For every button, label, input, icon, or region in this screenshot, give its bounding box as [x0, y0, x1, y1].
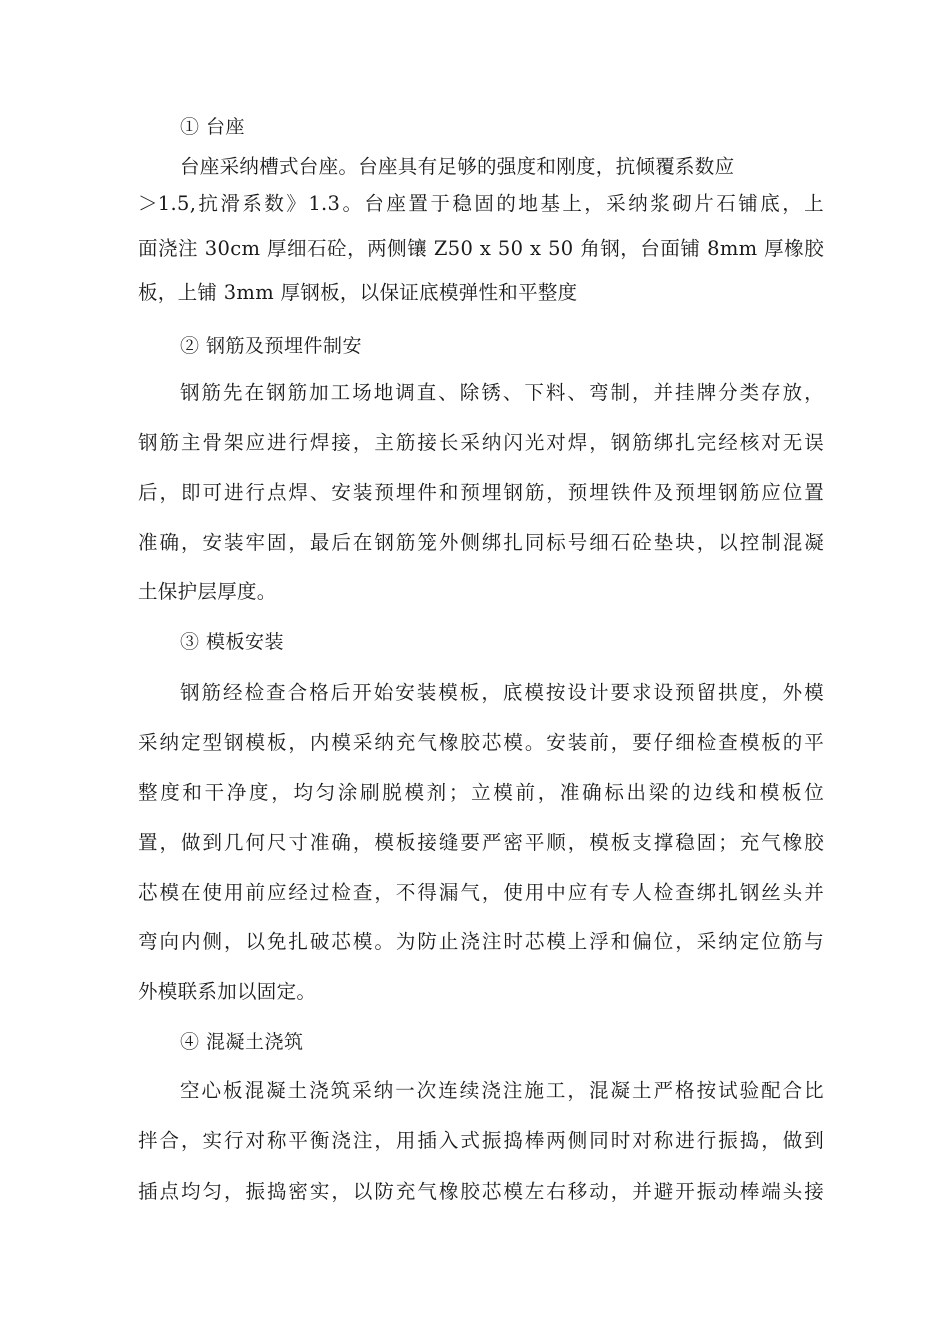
paragraph-line: 土保护层厚度。 [138, 580, 277, 603]
paragraph-line: 整度和干净度，均匀涂刷脱模剂；立模前，准确标出梁的边线和模板位 [138, 781, 824, 804]
paragraph-line: 钢筋先在钢筋加工场地调直、除锈、下料、弯制，并挂牌分类存放， [180, 381, 824, 404]
section-heading-rebar: ② 钢筋及预埋件制安 [180, 335, 363, 357]
section-heading-pedestal: ① 台座 [180, 116, 246, 138]
paragraph-line: 拌合，实行对称平衡浇注，用插入式振捣棒两侧同时对称进行振捣，做到 [138, 1129, 824, 1152]
paragraph-line: 面浇注 30cm 厚细石砼，两侧镶 Z50 x 50 x 50 角钢，台面铺 8mm 厚橡胶 [138, 237, 824, 260]
paragraph-line: 芯模在使用前应经过检查，不得漏气，使用中应有专人检查绑扎钢丝头并 [138, 881, 824, 904]
paragraph-line: 采纳定型钢模板，内模采纳充气橡胶芯模。安装前，要仔细检查模板的平 [138, 731, 824, 754]
paragraph-line: 空心板混凝土浇筑采纳一次连续浇注施工，混凝土严格按试验配合比 [180, 1079, 824, 1102]
section-heading-concrete-pouring: ④ 混凝土浇筑 [180, 1031, 304, 1053]
paragraph-line: 置，做到几何尺寸准确，模板接缝要严密平顺，模板支撑稳固；充气橡胶 [138, 831, 824, 854]
paragraph-line: 插点均匀，振捣密实，以防充气橡胶芯模左右移动，并避开振动棒端头接 [138, 1180, 824, 1203]
paragraph-line: 板，上铺 3mm 厚钢板，以保证底模弹性和平整度 [138, 281, 578, 304]
paragraph-line: 后，即可进行点焊、安装预埋件和预埋钢筋，预埋铁件及预埋钢筋应位置 [138, 481, 824, 504]
paragraph-line: 钢筋主骨架应进行焊接，主筋接长采纳闪光对焊，钢筋绑扎完经核对无误 [138, 431, 824, 454]
paragraph-line: 外模联系加以固定。 [138, 980, 317, 1003]
section-heading-formwork: ③ 模板安装 [180, 631, 285, 653]
paragraph-line: 准确，安装牢固，最后在钢筋笼外侧绑扎同标号细石砼垫块，以控制混凝 [138, 531, 824, 554]
paragraph-line: 台座采纳槽式台座。台座具有足够的强度和刚度，抗倾覆系数应 [180, 155, 735, 178]
paragraph-line: ＞1.5,抗滑系数》1.3。台座置于稳固的地基上，采纳浆砌片石铺底，上 [138, 192, 824, 215]
paragraph-line: 钢筋经检查合格后开始安装模板，底模按设计要求设预留拱度，外模 [180, 681, 824, 704]
paragraph-line: 弯向内侧，以免扎破芯模。为防止浇注时芯模上浮和偏位，采纳定位筋与 [138, 930, 824, 953]
